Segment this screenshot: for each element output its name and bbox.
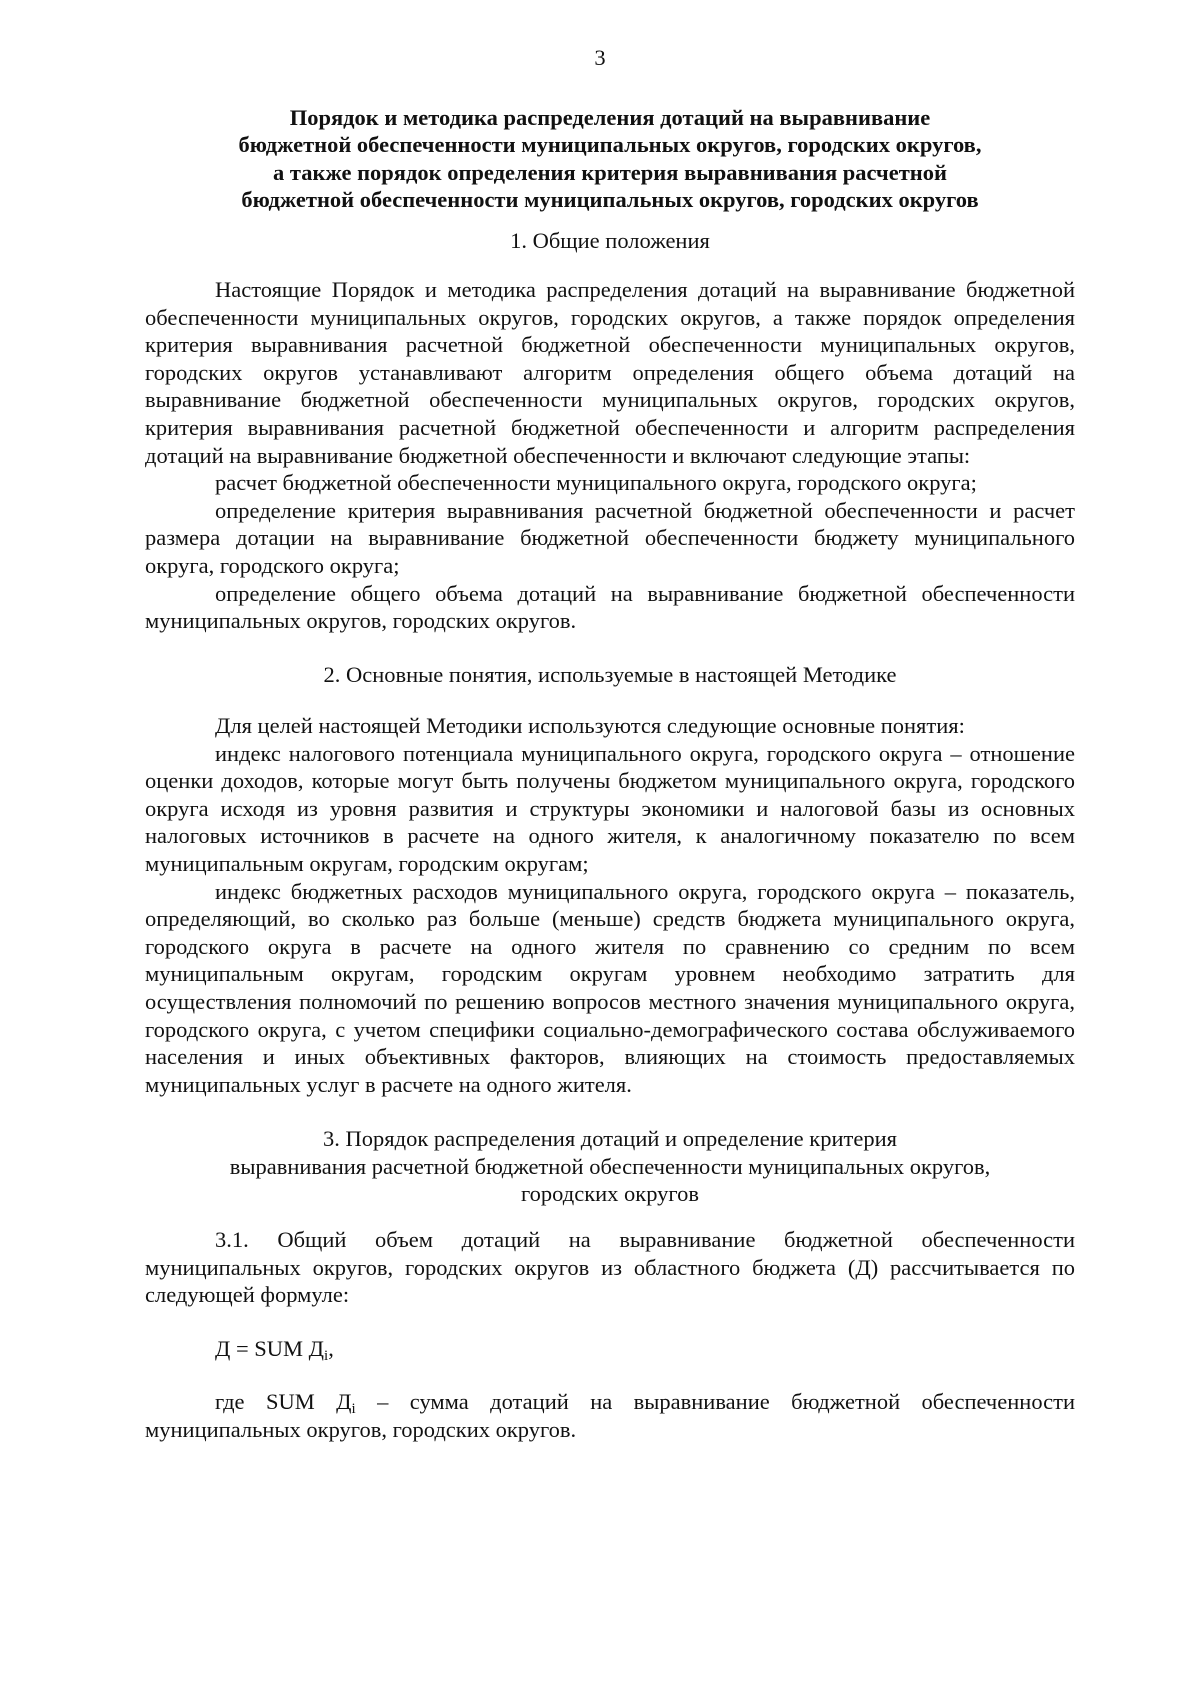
where-subscript: i: [351, 1401, 356, 1417]
paragraph: индекс налогового потенциала муниципального округа, городского округа – отношение оценки доходов, которые могут быть получены бюджетом муниципального округа, городского округа исходя из уровня развития и структуры экономики и налоговой базы из основных налоговых источников в расчете на одного жителя, к аналогичному показателю по всем муниципальным округам, городским округам;: [145, 740, 1075, 876]
formula-lhs: Д = SUM Д: [215, 1336, 325, 1361]
page-number: 3: [594, 45, 606, 70]
section-2-body: [145, 712, 1075, 1098]
where-prefix: где SUM Д: [215, 1389, 352, 1414]
heading-line: городских округов: [521, 1181, 699, 1207]
formula: [215, 1335, 334, 1363]
paragraph: [145, 1388, 1075, 1443]
title-line: а также порядок определения критерия выравнивания расчетной: [273, 159, 947, 185]
title-line: бюджетной обеспеченности муниципальных округов, городских округов: [241, 187, 979, 213]
section-2-heading: 2. Основные понятия, используемые в настоящей Методике: [323, 662, 897, 687]
paragraph: Настоящие Порядок и методика распределения дотаций на выравнивание бюджетной обеспеченности муниципальных округов, городских округов, а также порядок определения критерия выравнивания расчетной бюджетной обеспеченности муниципальных округов, городских округов устанавливают алгоритм определения общего объема дотаций на выравнивание бюджетной обеспеченности муниципальных округов, городских округов, критерия выравнивания расчетной бюджетной обеспеченности и алгоритм распределения дотаций на выравнивание бюджетной обеспеченности и включают следующие этапы:: [145, 277, 1075, 468]
paragraph: расчет бюджетной обеспеченности муниципального округа, городского округа;: [215, 470, 977, 496]
formula-tail: ,: [328, 1336, 334, 1361]
paragraph: Для целей настоящей Методики используются следующие основные понятия:: [215, 713, 965, 738]
where-text: – сумма дотаций на выравнивание бюджетной обеспеченности муниципальных округов, городских округов.: [145, 1389, 1075, 1442]
document-title: [145, 104, 1075, 214]
section-1-body: [145, 276, 1075, 635]
formula-subscript: i: [324, 1348, 329, 1364]
paragraph: определение критерия выравнивания расчетной бюджетной обеспеченности и расчет размера дотации на выравнивание бюджетной обеспеченности бюджету муниципального округа, городского округа;: [145, 497, 1075, 578]
paragraph: определение общего объема дотаций на выравнивание бюджетной обеспеченности муниципальных округов, городских округов.: [145, 580, 1075, 634]
formula-explanation: [145, 1388, 1075, 1443]
section-3-paragraph-3-1: [145, 1226, 1075, 1309]
paragraph: 3.1. Общий объем дотаций на выравнивание бюджетной обеспеченности муниципальных округов, городских округов из областного бюджета (Д) рассчитывается по следующей формуле:: [145, 1227, 1075, 1308]
heading-line: 3. Порядок распределения дотаций и определение критерия: [323, 1126, 897, 1151]
section-1-heading: 1. Общие положения: [510, 228, 710, 253]
title-line: Порядок и методика распределения дотаций на выравнивание: [289, 105, 931, 130]
heading-line: выравнивания расчетной бюджетной обеспеченности муниципальных округов,: [229, 1153, 991, 1179]
section-3-heading: [145, 1125, 1075, 1208]
paragraph: индекс бюджетных расходов муниципального округа, городского округа – показатель, определяющий, во сколько раз больше (меньше) средств бюджета муниципального округа, городского округа в расчете на одного жителя по сравнению со средним по всем муниципальным округам, городским округам уровнем необходимо затратить для осуществления полномочий по решению вопросов местного значения муниципального округа, городского округа, с учетом специфики социально-демографического состава обслуживаемого населения и иных объективных факторов, влияющих на стоимость предоставляемых муниципальных услуг в расчете на одного жителя.: [145, 878, 1075, 1097]
title-line: бюджетной обеспеченности муниципальных округов, городских округов,: [238, 132, 982, 158]
